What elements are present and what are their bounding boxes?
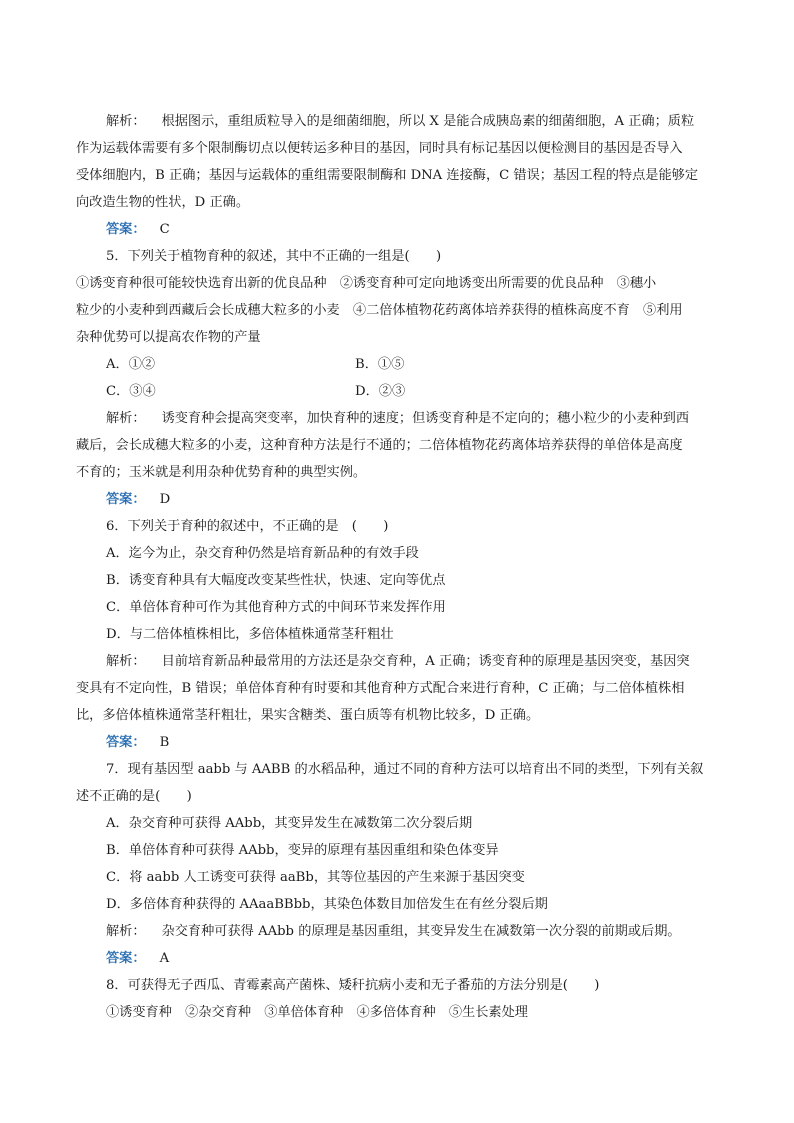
q6-option-c: C．单倍体育种可作为其他育种方式的中间环节来发挥作用 bbox=[106, 600, 446, 615]
q6-answer bbox=[104, 729, 746, 756]
q4-analysis-line-3: 受体细胞内，B 正确；基因与运载体的重组需要限制酶和 DNA 连接酶，C 错误；基因工程的特点是能够定 bbox=[76, 168, 699, 183]
q7-option-a: A．杂交育种可获得 AAbb，其变异发生在减数第二次分裂后期 bbox=[106, 816, 473, 831]
q4-answer-value: C bbox=[159, 222, 170, 237]
q6-answer-value: B bbox=[159, 735, 170, 750]
q5-statement-line-2: 粒少的小麦种到西藏后会长成穗大粒多的小麦 ④二倍体植物花药离体培养获得的植株高度不育 ⑤利用 bbox=[76, 303, 683, 318]
q6-stem: 6．下列关于育种的叙述中，不正确的是 ( ) bbox=[106, 519, 389, 534]
q4-answer bbox=[104, 216, 746, 243]
q8-stem: 8．可获得无子西瓜、青霉素高产菌株、矮秆抗病小麦和无子番茄的方法分别是( ) bbox=[106, 978, 600, 993]
q6-analysis-line-2: 变具有不定向性，B 错误；单倍体育种有时要和其他育种方式配合来进行育种，C 正确；与二倍体植株相 bbox=[76, 681, 685, 696]
q5-options-row-1 bbox=[104, 351, 746, 378]
q7-answer bbox=[104, 945, 746, 972]
q6-answer-label: 答案： bbox=[106, 735, 146, 750]
q7-analysis-line-1: 解析： 杂交育种可获得 AAbb 的原理是基因重组，其变异发生在减数第一次分裂的前期或后期。 bbox=[106, 924, 681, 939]
q5-analysis-label: 解析： bbox=[106, 411, 146, 426]
q7-analysis-label: 解析： bbox=[106, 924, 146, 939]
q4-analysis-label: 解析： bbox=[106, 114, 146, 129]
q6-analysis-line-3: 比，多倍体植株通常茎秆粗壮，果实含糖类、蛋白质等有机物比较多，D 正确。 bbox=[76, 708, 540, 723]
q7-answer-value: A bbox=[159, 951, 170, 966]
q5-statement-line-1: ①诱变育种很可能较快选育出新的优良品种 ②诱变育种可定向地诱变出所需要的优良品种 ③穗小 bbox=[76, 276, 657, 291]
q4-analysis-line-1: 解析： 根据图示，重组质粒导入的是细菌细胞，所以 X 是能合成胰岛素的细菌细胞，A 正确；质粒 bbox=[106, 114, 695, 129]
q4-answer-label: 答案： bbox=[106, 222, 146, 237]
q7-stem-line-2: 述不正确的是( ) bbox=[76, 789, 192, 804]
q5-option-b: B．①⑤ bbox=[355, 357, 405, 372]
q5-option-d: D．②③ bbox=[355, 384, 406, 399]
q5-stem: 5．下列关于植物育种的叙述，其中不正确的一组是( ) bbox=[106, 249, 442, 264]
q4-analysis-line-2: 作为运载体需要有多个限制酶切点以便转运多种目的基因，同时具有标记基因以便检测目的基因是否导入 bbox=[76, 141, 683, 156]
q6-option-b: B．诱变育种具有大幅度改变某些性状，快速、定向等优点 bbox=[106, 573, 446, 588]
q7-stem-line-1: 7．现有基因型 aabb 与 AABB 的水稻品种，通过不同的育种方法可以培育出不同的类型，下列有关叙 bbox=[106, 762, 704, 777]
q7-option-c: C．将 aabb 人工诱变可获得 aaBb，其等位基因的产生来源于基因突变 bbox=[106, 870, 525, 885]
q4-analysis-line-4: 向改造生物的性状，D 正确。 bbox=[76, 195, 250, 210]
q6-analysis-line-1: 解析： 目前培育新品种最常用的方法还是杂交育种，A 正确；诱变育种的原理是基因突变，基因突 bbox=[106, 654, 690, 669]
q7-answer-label: 答案： bbox=[106, 951, 146, 966]
q7-option-b: B．单倍体育种可获得 AAbb，变异的原理有基因重组和染色体变异 bbox=[106, 843, 499, 858]
q5-analysis-line-1: 解析： 诱变育种会提高突变率，加快育种的速度；但诱变育种是不定向的；穗小粒少的小麦种到西 bbox=[106, 411, 690, 426]
q6-option-d: D．与二倍体植株相比，多倍体植株通常茎秆粗壮 bbox=[106, 627, 394, 642]
q5-option-c: C．③④ bbox=[106, 384, 156, 399]
q5-options-row-2 bbox=[104, 378, 746, 405]
q5-analysis-line-3: 不育的；玉米就是利用杂种优势育种的典型实例。 bbox=[76, 465, 367, 480]
q5-answer-label: 答案： bbox=[106, 492, 146, 507]
q5-answer bbox=[104, 486, 746, 513]
q8-statement-line-1: ①诱变育种 ②杂交育种 ③单倍体育种 ④多倍体育种 ⑤生长素处理 bbox=[106, 1005, 528, 1020]
q7-option-d: D．多倍体育种获得的 AAaaBBbb，其染色体数目加倍发生在有丝分裂后期 bbox=[106, 897, 548, 912]
q5-answer-value: D bbox=[159, 492, 171, 507]
q6-option-a: A．迄今为止，杂交育种仍然是培育新品种的有效手段 bbox=[106, 546, 419, 561]
q5-statement-line-3: 杂种优势可以提高农作物的产量 bbox=[76, 330, 261, 345]
q6-analysis-label: 解析： bbox=[106, 654, 146, 669]
q5-option-a: A．①② bbox=[106, 357, 156, 372]
q5-analysis-line-2: 藏后，会长成穗大粒多的小麦，这种育种方法是行不通的；二倍体植物花药离体培养获得的单倍体是高度 bbox=[76, 438, 683, 453]
